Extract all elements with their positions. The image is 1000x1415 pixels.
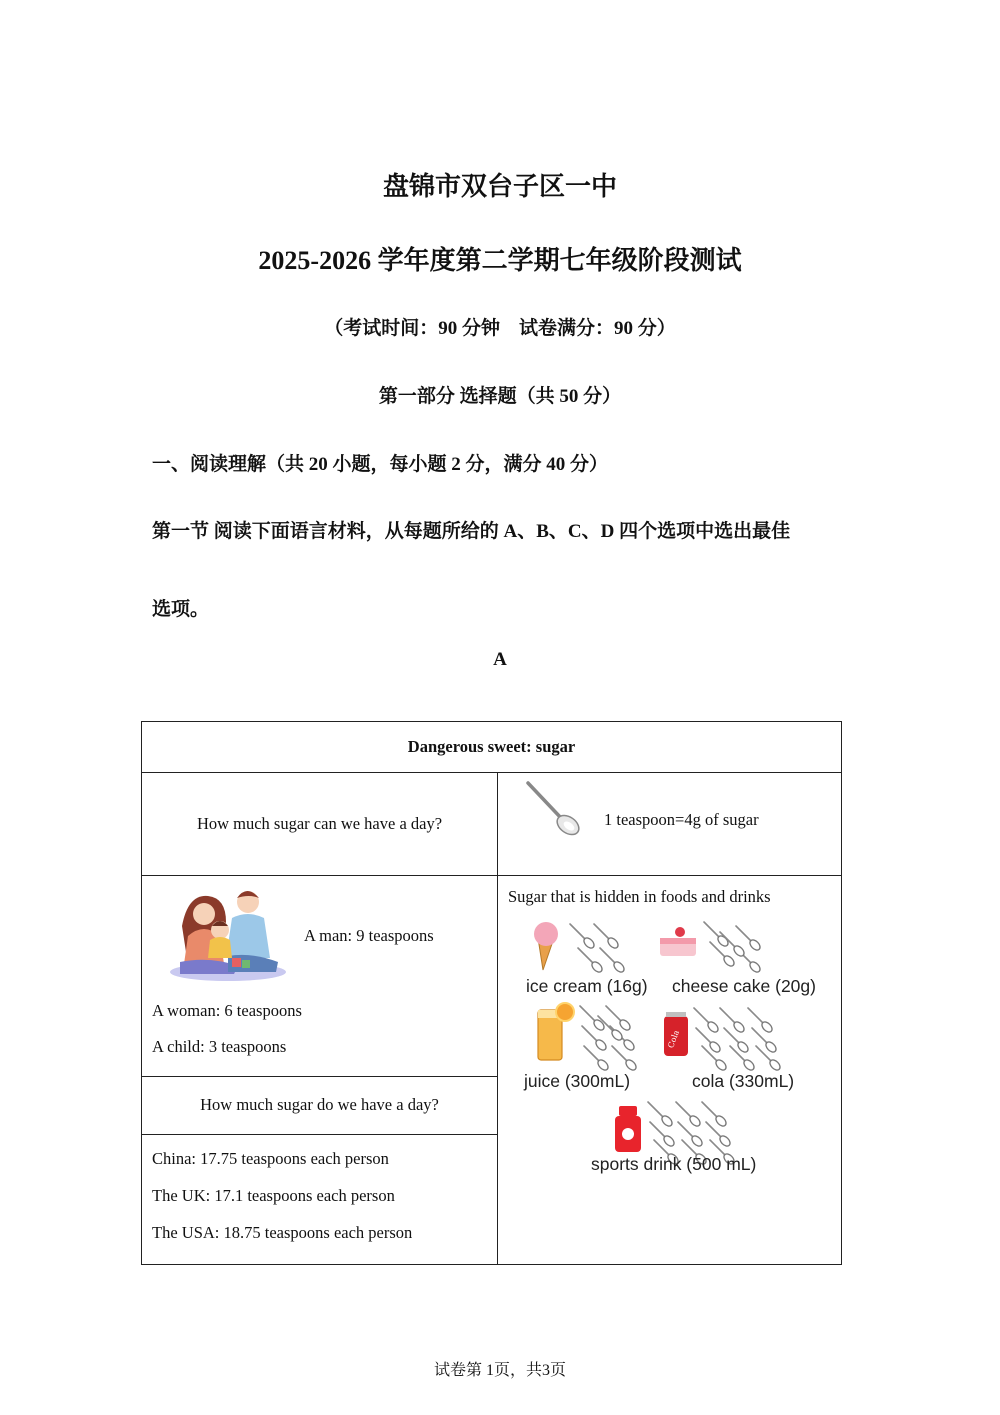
instruction-line-2: 选项。	[152, 599, 210, 620]
sugar-info-table	[141, 721, 842, 1265]
spoon-note: 1 teaspoon=4g of sugar	[604, 810, 759, 830]
passage-label: A	[493, 649, 507, 670]
hidden-sugar-title: Sugar that is hidden in foods and drinks	[508, 886, 771, 906]
question-daily-limit: How much sugar can we have a day?	[142, 773, 498, 875]
cola-spoons	[694, 1008, 782, 1072]
question-actual-intake: How much sugar do we have a day?	[142, 1077, 498, 1134]
stat-usa: The USA: 18.75 teaspoons each person	[152, 1222, 413, 1242]
teaspoon-icon	[522, 779, 592, 839]
page-footer: 试卷第 1页，共3页	[433, 1362, 566, 1379]
instruction-line-1: 第一节 阅读下面语言材料，从每题所给的 A、B、C、D 四个选项中选出最佳	[152, 521, 791, 542]
exam-title: 2025-2026 学年度第二学期七年级阶段测试	[258, 246, 742, 275]
ice-cream-icon	[534, 922, 558, 970]
sports-drink-icon	[615, 1106, 641, 1152]
label-cheese-cake: cheese cake (20g)	[672, 975, 816, 996]
hidden-sugar-illustration	[498, 876, 840, 1264]
label-juice: juice (300mL)	[524, 1070, 631, 1091]
ice-cream-spoons	[570, 924, 626, 974]
spoon-cell	[498, 773, 842, 875]
limit-child: A child: 3 teaspoons	[152, 1036, 287, 1056]
cheese-cake-icon	[660, 927, 696, 956]
daily-limit-cell	[142, 875, 498, 1077]
family-illustration	[168, 886, 290, 982]
cheese-cake-spoons	[704, 922, 762, 974]
cola-icon	[664, 1012, 688, 1056]
intake-stats-cell	[142, 1134, 498, 1265]
limit-man: A man: 9 teaspoons	[304, 925, 434, 945]
svg-text:Cola: Cola	[666, 1028, 682, 1049]
stat-china: China: 17.75 teaspoons each person	[152, 1148, 389, 1168]
table-caption: Dangerous sweet: sugar	[142, 722, 842, 773]
label-sports-drink: sports drink (500 mL)	[591, 1153, 757, 1174]
part-title: 第一部分 选择题（共 50 分）	[378, 386, 622, 407]
hidden-sugar-cell	[498, 875, 842, 1264]
school-name: 盘锦市双台子区一中	[382, 172, 617, 201]
stat-uk: The UK: 17.1 teaspoons each person	[152, 1185, 395, 1205]
label-ice-cream: ice cream (16g)	[526, 975, 648, 996]
exam-info: （考试时间：90 分钟 试卷满分：90 分）	[324, 318, 676, 339]
juice-spoons	[580, 1006, 638, 1072]
section-title: 一、阅读理解（共 20 小题，每小题 2 分，满分 40 分）	[152, 454, 609, 475]
label-cola: cola (330mL)	[692, 1070, 795, 1091]
juice-icon	[538, 1003, 574, 1060]
limit-woman: A woman: 6 teaspoons	[152, 1000, 302, 1020]
